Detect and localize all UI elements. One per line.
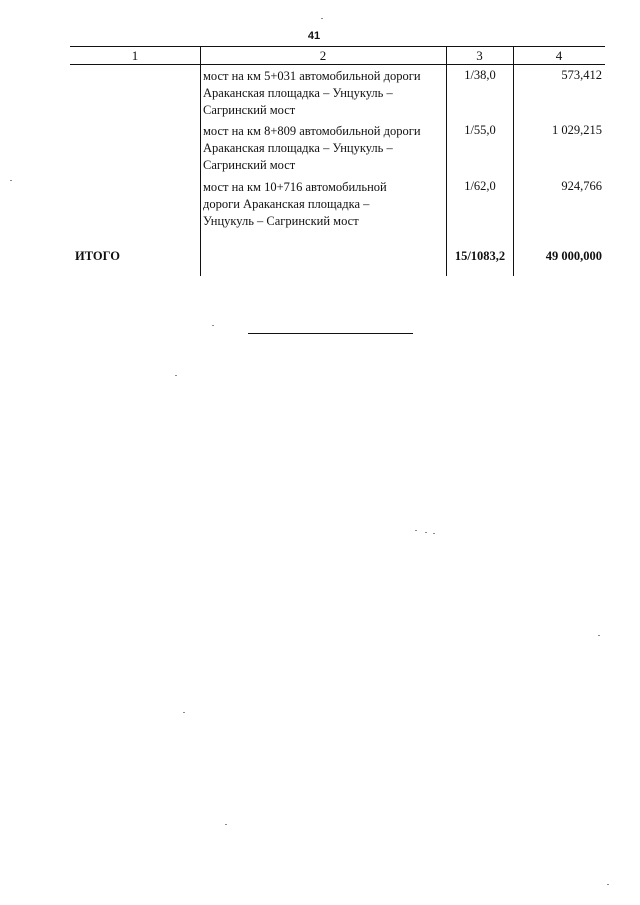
- row-description: [203, 179, 448, 230]
- description-line: Унцукуль – Сагринский мост: [203, 214, 359, 228]
- column-header: 4: [555, 48, 563, 63]
- row-amount: 924,766: [561, 179, 602, 193]
- column-divider: [200, 46, 201, 276]
- column-header: 1: [131, 48, 139, 63]
- total-amount: 49 000,000: [545, 249, 602, 263]
- row-description: [203, 123, 448, 174]
- scan-speck: [321, 18, 323, 19]
- description-line: Араканская площадка – Унцукуль –: [203, 86, 393, 100]
- header-top-rule: [70, 46, 605, 47]
- scan-speck: [425, 532, 427, 533]
- scan-speck: [415, 530, 417, 531]
- scan-speck: [183, 712, 185, 713]
- page-number: 41: [307, 30, 321, 42]
- row-quantity: 1/55,0: [464, 123, 496, 137]
- scan-speck: [212, 325, 214, 326]
- description-line: Сагринский мост: [203, 103, 296, 117]
- description-line: мост на км 8+809 автомобильной дороги: [203, 124, 421, 138]
- column-header: 2: [319, 48, 327, 63]
- description-line: мост на км 10+716 автомобильной: [203, 180, 387, 194]
- total-quantity: 15/1083,2: [454, 249, 506, 263]
- total-label: ИТОГО: [75, 249, 120, 263]
- row-description: [203, 68, 448, 119]
- scan-speck: [607, 884, 609, 885]
- description-line: Сагринский мост: [203, 158, 296, 172]
- description-line: дороги Араканская площадка –: [203, 197, 370, 211]
- description-line: Араканская площадка – Унцукуль –: [203, 141, 393, 155]
- scan-speck: [175, 375, 177, 376]
- scan-speck: [433, 533, 435, 534]
- row-amount: 573,412: [561, 68, 602, 82]
- row-amount: 1 029,215: [552, 123, 602, 137]
- description-line: мост на км 5+031 автомобильной дороги: [203, 69, 421, 83]
- column-header: 3: [476, 48, 483, 63]
- end-of-section-rule: [248, 333, 413, 334]
- row-quantity: 1/62,0: [464, 179, 496, 193]
- scan-speck: [225, 824, 227, 825]
- header-bottom-rule: [70, 64, 605, 65]
- row-quantity: 1/38,0: [464, 68, 496, 82]
- scan-speck: [10, 180, 12, 181]
- scan-speck: [598, 635, 600, 636]
